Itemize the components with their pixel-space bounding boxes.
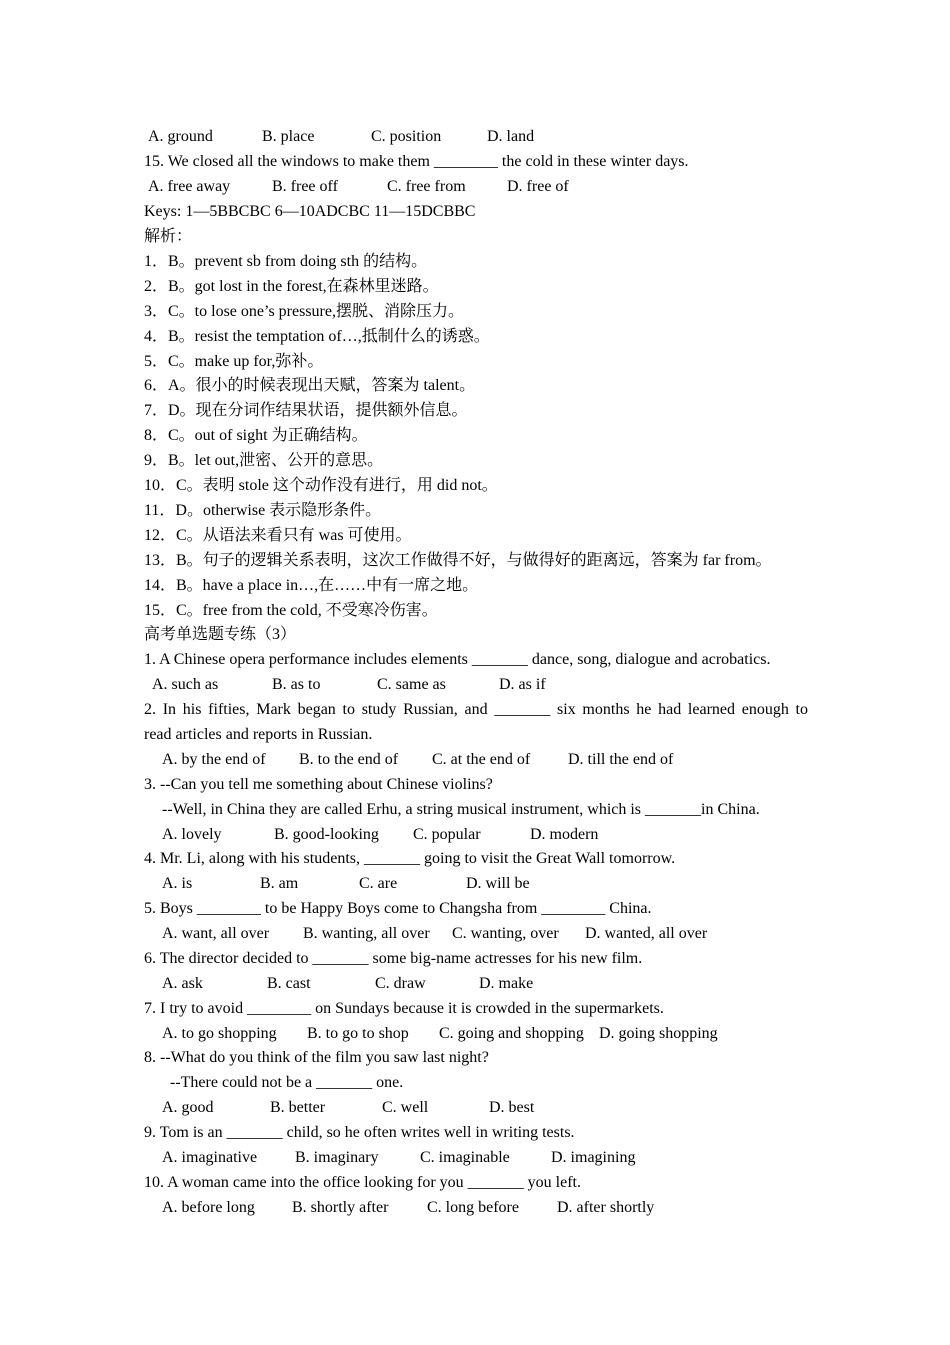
question-text: 5. Boys ________ to be Happy Boys come to Changsha from ________ China. [144, 900, 652, 917]
question-text: 3. --Can you tell me something about Chinese violins? [144, 776, 493, 793]
options-line [144, 921, 808, 946]
question-text: 9. Tom is an _______ child, so he often writes well in writing tests. [144, 1124, 575, 1141]
option-c: C. well [382, 1099, 429, 1116]
option-a: A. such as [152, 676, 219, 693]
options-line [144, 174, 808, 199]
question-text: 6. The director decided to _______ some big-name actresses for his new film. [144, 950, 643, 967]
option-a: A. lovely [162, 826, 222, 843]
option-d: D. free of [507, 178, 569, 195]
options-line [144, 124, 808, 149]
option-d: D. land [487, 128, 535, 145]
analysis-item: 5．C。make up for,弥补。 [144, 353, 324, 370]
analysis-heading: 解析： [144, 228, 193, 245]
options-line [144, 1145, 808, 1170]
option-d: D. wanted, all over [585, 925, 708, 942]
option-b: B. free off [272, 178, 338, 195]
analysis-item: 4．B。resist the temptation of…,抵制什么的诱惑。 [144, 328, 490, 345]
question-text: 8. --What do you think of the film you saw last night? [144, 1049, 489, 1066]
analysis-item: 8．C。out of sight 为正确结构。 [144, 427, 368, 444]
option-a: A. ground [148, 128, 213, 145]
analysis-item: 2．B。got lost in the forest,在森林里迷路。 [144, 278, 439, 295]
option-a: A. good [162, 1099, 214, 1116]
question-text-continued: read articles and reports in Russian. [144, 726, 373, 743]
question-text: 1. A Chinese opera performance includes elements _______ dance, song, dialogue and acrobatics. [144, 651, 771, 668]
analysis-item: 14．B。have a place in…,在……中有一席之地。 [144, 577, 479, 594]
option-b: B. shortly after [292, 1199, 389, 1216]
option-b: B. wanting, all over [303, 925, 430, 942]
option-a: A. by the end of [162, 751, 266, 768]
question-text: 2. In his fifties, Mark began to study Russian, and _______ six months he had learned enough to [144, 701, 808, 718]
analysis-item: 3．C。to lose one’s pressure,摆脱、消除压力。 [144, 303, 464, 320]
option-d: D. make [479, 975, 534, 992]
options-line [144, 672, 808, 697]
option-c: C. free from [387, 178, 466, 195]
option-a: A. to go shopping [162, 1025, 277, 1042]
analysis-item: 6．A。很小的时候表现出天赋，答案为 talent。 [144, 377, 476, 394]
option-d: D. modern [530, 826, 599, 843]
option-b: B. place [262, 128, 315, 145]
answer-keys: Keys: 1—5BBCBC 6—10ADCBC 11—15DCBBC [144, 203, 476, 220]
option-c: C. popular [413, 826, 481, 843]
option-b: B. as to [272, 676, 321, 693]
analysis-item: 15．C。free from the cold, 不受寒冷伤害。 [144, 602, 438, 619]
analysis-item: 11．D。otherwise 表示隐形条件。 [144, 502, 382, 519]
options-line [144, 871, 808, 896]
option-b: B. to the end of [299, 751, 399, 768]
option-c: C. long before [427, 1199, 519, 1216]
options-line [144, 822, 808, 847]
option-b: B. imaginary [295, 1149, 379, 1166]
option-c: C. at the end of [432, 751, 531, 768]
option-c: C. position [371, 128, 442, 145]
option-b: B. to go to shop [307, 1025, 409, 1042]
analysis-item: 12．C。从语法来看只有 was 可使用。 [144, 527, 412, 544]
option-a: A. want, all over [162, 925, 270, 942]
option-d: D. till the end of [568, 751, 674, 768]
option-b: B. good-looking [274, 826, 379, 843]
options-line [144, 747, 808, 772]
analysis-item: 9．B。let out,泄密、公开的意思。 [144, 452, 384, 469]
option-c: C. draw [375, 975, 426, 992]
option-d: D. imagining [551, 1149, 636, 1166]
option-d: D. best [489, 1099, 535, 1116]
option-c: C. wanting, over [452, 925, 559, 942]
option-c: C. are [359, 875, 398, 892]
option-d: D. after shortly [557, 1199, 655, 1216]
option-d: D. will be [466, 875, 530, 892]
options-line [144, 1095, 808, 1120]
option-a: A. before long [162, 1199, 255, 1216]
option-b: B. cast [267, 975, 311, 992]
option-a: A. is [162, 875, 193, 892]
options-line [144, 971, 808, 996]
option-d: D. as if [499, 676, 546, 693]
section-heading: 高考单选题专练（3） [144, 626, 297, 643]
option-c: C. going and shopping [439, 1025, 584, 1042]
option-a: A. ask [162, 975, 203, 992]
analysis-item: 13．B。句子的逻辑关系表明，这次工作做得不好，与做得好的距离远，答案为 far from。 [144, 552, 772, 569]
option-c: C. imaginable [420, 1149, 510, 1166]
question-text-continued: --There could not be a _______ one. [170, 1074, 404, 1091]
question-text: 4. Mr. Li, along with his students, _______ going to visit the Great Wall tomorrow. [144, 850, 676, 867]
analysis-item: 7．D。现在分词作结果状语，提供额外信息。 [144, 402, 468, 419]
option-d: D. going shopping [599, 1025, 718, 1042]
question-text: 7. I try to avoid ________ on Sundays because it is crowded in the supermarkets. [144, 1000, 664, 1017]
option-b: B. am [260, 875, 299, 892]
analysis-item: 10．C。表明 stole 这个动作没有进行，用 did not。 [144, 477, 498, 494]
option-c: C. same as [377, 676, 446, 693]
analysis-item: 1．B。prevent sb from doing sth 的结构。 [144, 253, 428, 270]
option-a: A. free away [148, 178, 231, 195]
options-line [144, 1021, 808, 1046]
question-text: 10. A woman came into the office looking for you _______ you left. [144, 1174, 581, 1191]
question-text-continued: --Well, in China they are called Erhu, a string musical instrument, which is _______in China. [162, 801, 760, 818]
option-b: B. better [270, 1099, 326, 1116]
option-a: A. imaginative [162, 1149, 258, 1166]
options-line [144, 1195, 808, 1220]
question-text: 15. We closed all the windows to make them ________ the cold in these winter days. [144, 153, 689, 170]
